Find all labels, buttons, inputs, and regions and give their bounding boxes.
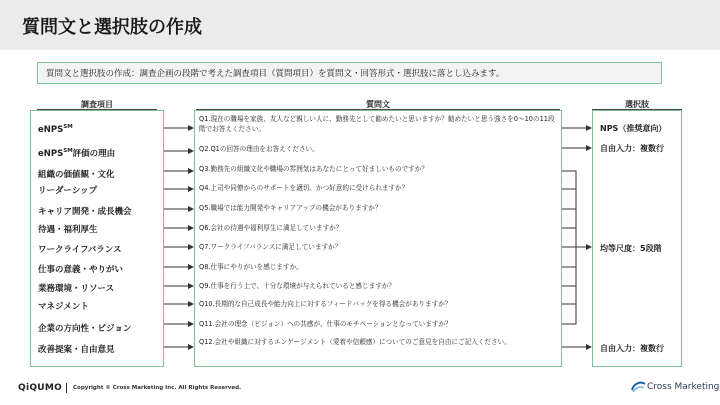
bracket-scale	[562, 171, 576, 324]
question-q8: Q8.仕事にやりがいを感じますか。	[199, 263, 303, 271]
brand-name: Cross Marketing	[647, 382, 720, 392]
question-q10: Q10.長期的な自己成長や能力向上に対するフィードバックを得る機会がありますか？	[199, 300, 452, 308]
question-q9: Q9.仕事を行う上で、十分な環境が与えられていると感じますか？	[199, 282, 395, 290]
question-q6: Q6.会社の待遇や福利厚生に満足していますか？	[199, 224, 343, 232]
item-management: マネジメント	[38, 302, 89, 312]
question-q11: Q11.会社の理念（ビジョン）への共感が、仕事のモチベーションとなっていますか？	[199, 320, 452, 328]
question-q2: Q2.Q1の回答の理由をお答えください。	[199, 145, 319, 153]
item-leadership: リーダーシップ	[38, 186, 98, 196]
cross-marketing-logo-icon	[630, 380, 646, 394]
item-vision: 企業の方向性・ビジョン	[38, 324, 132, 334]
intro-text: 質問文と選択肢の作成：調査企画の段階で考えた調査項目（質問項目）を質問文・回答形式・選択肢に落とし込みます。	[46, 69, 505, 79]
header-choices: 選択肢	[625, 100, 649, 109]
item-feedback: 改善提案・自由意見	[38, 345, 115, 355]
question-to-choice-arrows	[562, 128, 591, 347]
header-questions: 質問文	[366, 100, 390, 109]
question-q3: Q3.勤務先の組織文化や職場の雰囲気はあなたにとって好ましいものですか？	[199, 165, 428, 173]
question-q4: Q4.上司や同僚からのサポートを適切、かつ好意的に受けられますか？	[199, 184, 409, 192]
choice-scale: 均等尺度：5段階	[600, 244, 662, 253]
question-q7: Q7.ワークライフバランスに満足していますか？	[199, 243, 342, 251]
item-culture: 組織の価値観・文化	[38, 170, 115, 180]
intro-box	[37, 62, 662, 84]
item-work-life-balance: ワークライフバランス	[38, 245, 122, 255]
item-enps-reason: eNPS℠評価の理由	[38, 148, 116, 159]
copyright: Copyright © Cross Marketing Inc. All Rights Reserved.	[73, 385, 242, 391]
item-to-question-arrows	[164, 128, 193, 347]
choice-free-input-1: 自由入力：複数行	[600, 144, 664, 153]
question-q1: Q1.現在の職場を家族、友人など親しい人に、勤務先として勧めたいと思いますか？勧めたいと思う強さを0～10の11段階でお答えください。	[199, 115, 555, 133]
item-meaning: 仕事の意義・やりがい	[38, 265, 124, 275]
header-items: 調査項目	[81, 100, 113, 109]
question-q5: Q5.職場では能力開発やキャリアアップの機会がありますか？	[199, 204, 382, 212]
qiqumo-logo: QiQUMO	[18, 383, 63, 393]
page-title: 質問文と選択肢の作成	[22, 17, 202, 38]
question-q12: Q12.会社や組織に対するエンゲージメント（愛着や信頼感）についてのご意見を自由にご記入ください。	[199, 338, 511, 346]
item-benefits: 待遇・福利厚生	[38, 225, 98, 235]
choice-free-input-2: 自由入力：複数行	[600, 344, 664, 353]
footer-separator	[66, 383, 67, 393]
item-enps: eNPS℠	[38, 124, 73, 135]
item-career: キャリア開発・成長機会	[38, 207, 132, 217]
item-environment: 業務環境・リソース	[38, 284, 115, 294]
choice-nps: NPS（推奨意向）	[600, 124, 667, 133]
